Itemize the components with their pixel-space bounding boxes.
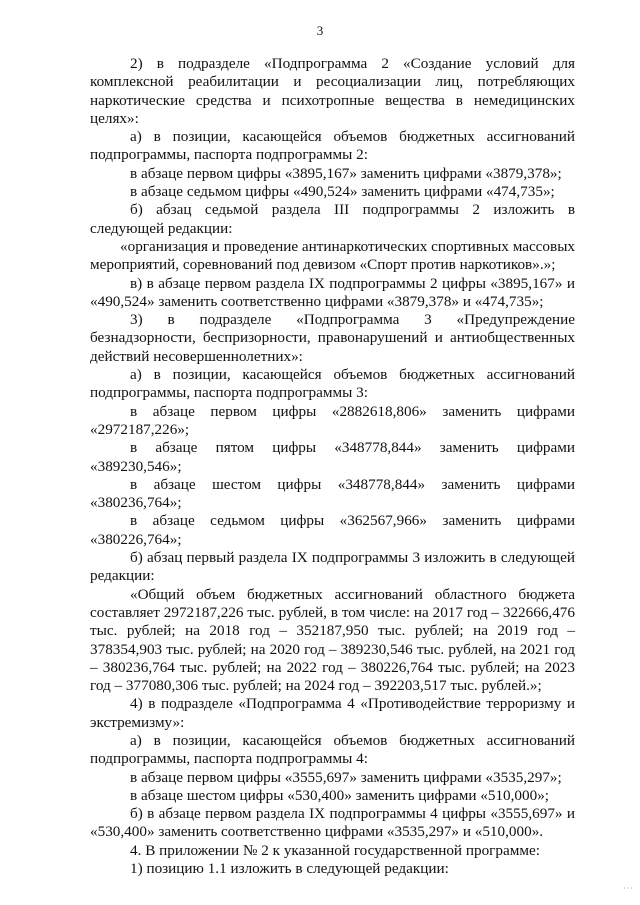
document-body <box>90 55 575 878</box>
paragraph: в абзаце пятом цифры «348778,844» заменить цифрами «389230,546»; <box>90 439 575 475</box>
paragraph: в абзаце шестом цифры «348778,844» заменить цифрами «380236,764»; <box>90 475 575 512</box>
paragraph: 3) в подразделе «Подпрограмма 3 «Предупреждение безнадзорности, беспризорности, правонарушений и антиобщественных действий несовершеннолетних»: <box>90 311 575 365</box>
paragraph: б) в абзаце первом раздела IX подпрограммы 4 цифры «3555,697» и «530,400» заменить соответственно цифрами «3535,297» и «510,000». <box>90 805 575 841</box>
paragraph: 1) позицию 1.1 изложить в следующей редакции: <box>130 860 449 878</box>
paragraph: в абзаце первом цифры «3895,167» заменить цифрами «3879,378»; <box>130 164 562 182</box>
paragraph: 4. В приложении № 2 к указанной государственной программе: <box>130 841 540 859</box>
paragraph: б) абзац седьмой раздела III подпрограммы 2 изложить в следующей редакции: <box>90 201 575 237</box>
paragraph: а) в позиции, касающейся объемов бюджетных ассигнований подпрограммы, паспорта подпрограммы 2: <box>90 128 575 164</box>
paragraph: в абзаце шестом цифры «530,400» заменить цифрами «510,000»; <box>130 786 550 804</box>
paragraph: б) абзац первый раздела IX подпрограммы 3 изложить в следующей редакции: <box>90 549 575 585</box>
paragraph: в абзаце первом цифры «2882618,806» заменить цифрами «2972187,226»; <box>90 402 575 438</box>
paragraph: в абзаце седьмом цифры «490,524» заменить цифрами «474,735»; <box>130 183 555 201</box>
paragraph: а) в позиции, касающейся объемов бюджетных ассигнований подпрограммы, паспорта подпрограммы 4: <box>90 731 575 768</box>
paragraph: в) в абзаце первом раздела IX подпрограммы 2 цифры «3895,167» и «490,524» заменить соответственно цифрами «3879,378» и «474,735»; <box>90 274 575 310</box>
page-number: 3 <box>316 23 324 38</box>
paragraph: «Общий объем бюджетных ассигнований областного бюджета составляет 2972187,226 тыс. рублей, в том числе: на 2017 год – 322666,476 тыс. рублей; на 2018 год – 352187,950 тыс. рублей; на 2019 год – 378354,903 тыс. рублей; на 2020 год – 389230,546 тыс. рублей, на 2021 год – 380236,764 тыс. рублей; на 2022 год – 380226,764 тыс. рублей; на 2023 год – 377080,306 тыс. рублей; на 2024 год – 392203,517 тыс. рублей.»; <box>90 585 575 695</box>
paragraph: «организация и проведение антинаркотических спортивных массовых мероприятий, соревнований под девизом «Спорт против наркотиков».»; <box>90 237 575 274</box>
paragraph: 2) в подразделе «Подпрограмма 2 «Создание условий для комплексной реабилитации и ресоциализации лиц, потребляющих наркотические средства и психотропные вещества в немедицинских целях»: <box>90 55 575 127</box>
paragraph: 4) в подразделе «Подпрограмма 4 «Противодействие терроризму и экстремизму»: <box>90 695 575 731</box>
paragraph: в абзаце седьмом цифры «362567,966» заменить цифрами «380226,764»; <box>90 512 575 548</box>
scan-mark: ··· <box>623 884 634 893</box>
paragraph: а) в позиции, касающейся объемов бюджетных ассигнований подпрограммы, паспорта подпрограммы 3: <box>90 366 575 402</box>
paragraph: в абзаце первом цифры «3555,697» заменить цифрами «3535,297»; <box>130 768 562 786</box>
